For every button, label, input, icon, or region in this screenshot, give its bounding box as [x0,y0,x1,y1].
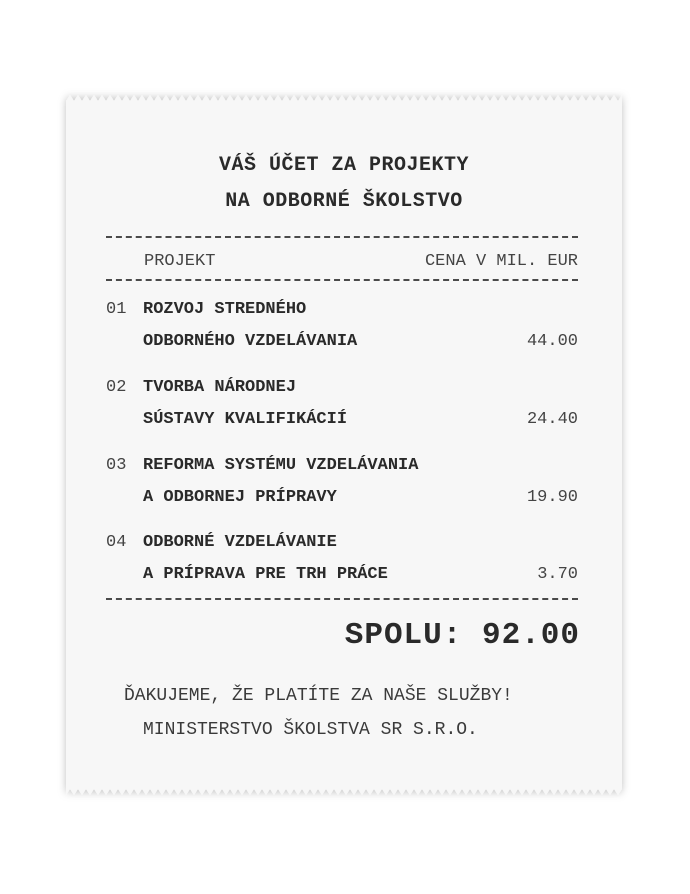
list-item [66,533,622,603]
column-header-project: PROJEKT [144,252,216,271]
column-header-price: CENA V MIL. EUR [424,252,578,271]
item-price: 24.40 [526,410,578,429]
item-number: 04 [106,533,127,552]
item-name-line-2: A ODBORNEJ PRÍPRAVY [143,488,337,507]
item-number: 01 [106,300,127,319]
item-name-line-2: A PRÍPRAVA PRE TRH PRÁCE [143,565,388,584]
receipt-title-line-2: NA ODBORNÉ ŠKOLSTVO [225,190,463,213]
dashed-divider [106,598,578,600]
item-price: 3.70 [537,565,578,584]
item-name-line-1: TVORBA NÁRODNEJ [143,378,297,397]
item-number: 02 [106,378,127,397]
item-name-line-1: ODBORNÉ VZDELÁVANIE [143,533,337,552]
list-item [66,378,622,448]
item-price: 19.90 [526,488,578,507]
dashed-divider [106,279,578,281]
item-price: 44.00 [526,332,578,351]
receipt-title-line-1: VÁŠ ÚČET ZA PROJEKTY [218,154,470,177]
item-name-line-1: REFORMA SYSTÉMU VZDELÁVANIA [143,456,419,475]
item-number: 03 [106,456,127,475]
list-item [66,456,622,526]
list-item [66,300,622,370]
item-name-line-2: SÚSTAVY KVALIFIKÁCIÍ [143,410,348,429]
issuer-name: MINISTERSTVO ŠKOLSTVA SR S.R.O. [143,720,478,740]
total-amount: SPOLU: 92.00 [344,618,580,653]
item-name-line-1: ROZVOJ STREDNÉHO [143,300,307,319]
dashed-divider [106,236,578,238]
receipt [66,96,622,794]
thank-you-note: ĎAKUJEME, ŽE PLATÍTE ZA NAŠE SLUŽBY! [124,686,513,706]
item-name-line-2: ODBORNÉHO VZDELÁVANIA [143,332,358,351]
